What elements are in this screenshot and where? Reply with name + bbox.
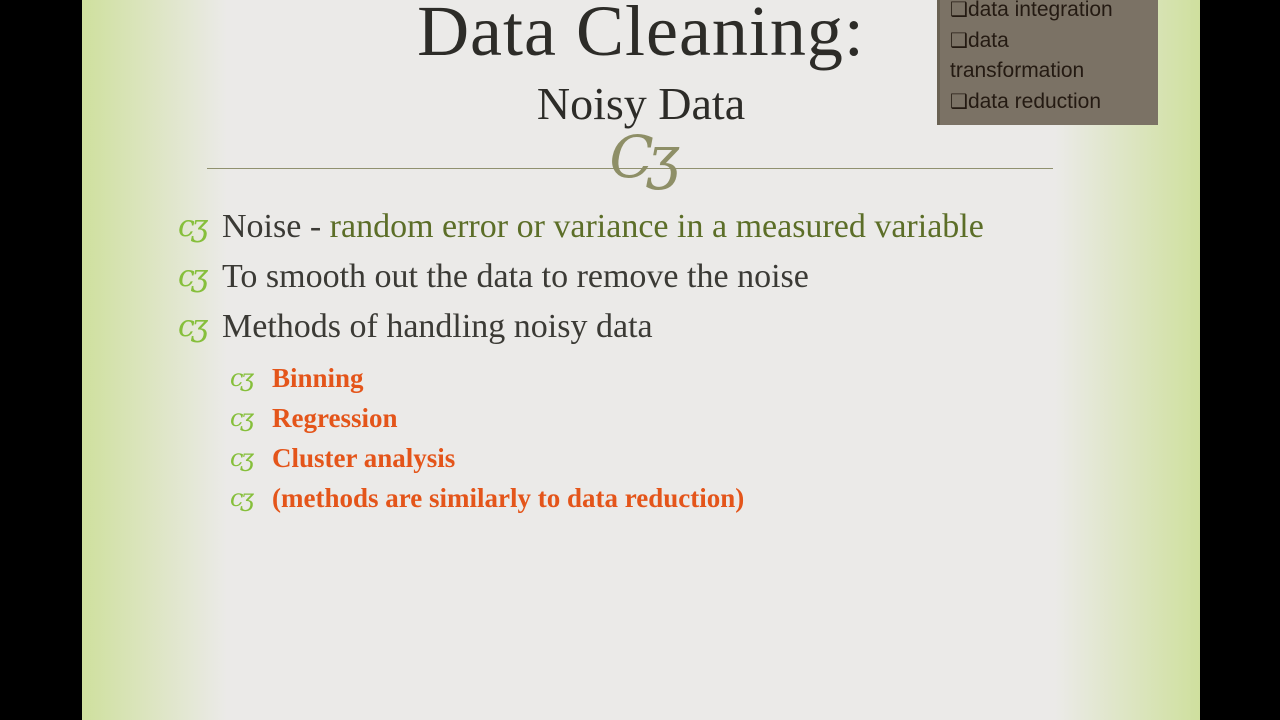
agenda-item <box>950 0 1146 25</box>
sub-bullet-group <box>230 358 1138 518</box>
bullet-smooth <box>178 254 1138 300</box>
checkbox-icon: ❑ <box>950 28 968 52</box>
sub-bullet-binning <box>230 358 1138 398</box>
sub-bullet-label: Binning <box>272 363 364 393</box>
sub-bullet-label: (methods are similarly to data reduction) <box>272 483 745 513</box>
fleuron-bullet-icon: cʒ <box>178 309 205 344</box>
agenda-item-label: data transformation <box>950 29 1085 82</box>
agenda-item <box>950 25 1146 86</box>
fleuron-bullet-icon: cʒ <box>230 364 252 392</box>
sub-bullet-label: Regression <box>272 403 398 433</box>
fleuron-bullet-icon: cʒ <box>230 484 252 512</box>
sub-bullet-regression <box>230 398 1138 438</box>
sub-bullet-methods-note <box>230 478 1138 518</box>
sub-bullet-cluster-analysis <box>230 438 1138 478</box>
fleuron-bullet-icon: cʒ <box>230 404 252 432</box>
slide-title: Data Cleaning: <box>417 0 865 71</box>
agenda-item <box>950 86 1146 117</box>
fleuron-bullet-icon: cʒ <box>230 444 252 472</box>
presentation-slide <box>82 0 1200 720</box>
bullet-methods <box>178 304 1138 350</box>
slide-subtitle: Noisy Data <box>536 78 746 129</box>
bullet-smooth-text: To smooth out the data to remove the noise <box>222 258 809 295</box>
checkbox-icon: ❑ <box>950 0 968 21</box>
fleuron-bullet-icon: cʒ <box>178 259 205 294</box>
fleuron-bullet-icon: cʒ <box>178 209 205 244</box>
bullet-noise-prefix: Noise - <box>222 208 330 245</box>
sub-bullet-label: Cluster analysis <box>272 443 456 473</box>
slide-body <box>178 204 1138 518</box>
bullet-noise <box>178 204 1138 250</box>
checkbox-icon: ❑ <box>950 89 968 113</box>
bullet-noise-highlight: random error or variance in a measured variable <box>329 208 984 245</box>
agenda-overlay-box <box>937 0 1158 125</box>
fleuron-ornament-icon: Cʒ <box>609 123 673 191</box>
bullet-methods-text: Methods of handling noisy data <box>222 308 653 345</box>
bullet-noise-text <box>222 204 984 250</box>
agenda-item-label: data integration <box>967 0 1113 21</box>
agenda-item-label: data reduction <box>967 90 1102 113</box>
